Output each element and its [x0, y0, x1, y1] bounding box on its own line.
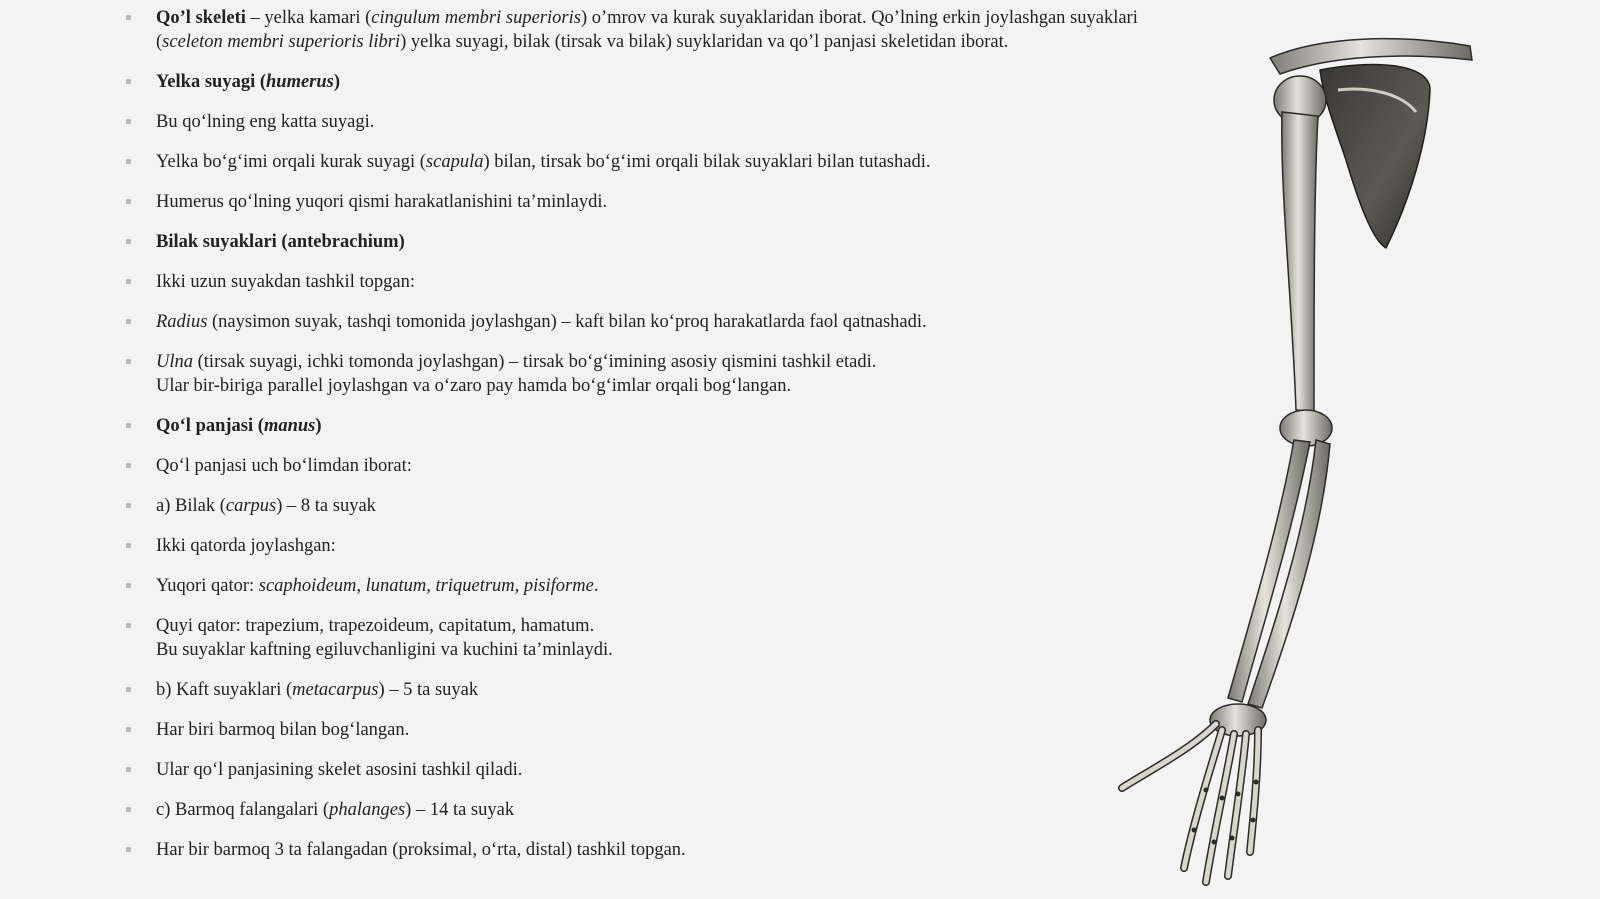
text-run: Bu suyaklar kaftning egiluvchanligini va kuchini ta’minlaydi. [156, 640, 613, 660]
bullet-item [126, 454, 1226, 478]
text-run: Bilak suyaklari (antebrachium) [156, 232, 405, 252]
text-run: (naysimon suyak, tashqi tomonida joylashgan) – kaft bilan ko‘proq harakatlarda faol qatnashadi. [207, 312, 927, 332]
text-run: ) bilan, tirsak bo‘g‘imi orqali bilak suyaklari bilan tutashadi. [483, 152, 931, 172]
text-run: ( [156, 32, 163, 52]
bullet-line [156, 638, 1226, 662]
text-run: cingulum membri superioris [371, 8, 581, 28]
text-run: Yelka suyagi ( [156, 72, 266, 92]
bullet-line [156, 110, 1226, 134]
text-run: Har biri barmoq bilan bog‘langan. [156, 720, 410, 740]
bullet-line [156, 230, 1226, 254]
bullet-line [156, 758, 1226, 782]
bullet-line [156, 614, 1226, 638]
text-run: sceleton membri superioris libri [162, 32, 401, 52]
bullet-line [156, 374, 1226, 398]
bullet-item [126, 614, 1226, 662]
text-run: c) Barmoq falangalari ( [156, 800, 330, 820]
text-run: Radius [156, 312, 208, 332]
bullet-item [126, 414, 1226, 438]
text-run: ) yelka suyagi, bilak (tirsak va bilak) suyklaridan va qo’l panjasi skeletidan iborat. [400, 32, 1009, 52]
text-run: Bu qo‘lning eng katta suyagi. [156, 112, 375, 132]
bullet-line [156, 678, 1226, 702]
bullet-line [156, 798, 1226, 822]
bullet-item [126, 678, 1226, 702]
text-run: ) – 14 ta suyak [405, 800, 515, 820]
text-run: ) – 8 ta suyak [276, 496, 376, 516]
bullet-item [126, 758, 1226, 782]
bullet-line [156, 270, 1226, 294]
text-run: Qo‘l panjasi uch bo‘limdan iborat: [156, 456, 412, 476]
text-run: scapula [425, 152, 484, 172]
bullet-item [126, 838, 1226, 862]
bullet-item [126, 350, 1226, 398]
bullet-item [126, 718, 1226, 742]
text-run: manus [263, 416, 316, 436]
text-run: Quyi qator: trapezium, trapezoideum, capitatum, hamatum. [156, 616, 595, 636]
bullet-item [126, 494, 1226, 518]
bullet-line [156, 838, 1226, 862]
bullet-line [156, 534, 1226, 558]
text-run: Humerus qo‘lning yuqori qismi harakatlanishini ta’minlaydi. [156, 192, 608, 212]
bullet-item [126, 6, 1226, 54]
bullet-line [156, 6, 1226, 30]
bullet-line [156, 350, 1226, 374]
bullet-item [126, 798, 1226, 822]
bullet-line [156, 574, 1226, 598]
bullet-item [126, 110, 1226, 134]
bullet-line [156, 454, 1226, 478]
bullet-item [126, 270, 1226, 294]
bullet-item [126, 310, 1226, 334]
bullet-line [156, 310, 1226, 334]
text-run: Ular bir-biriga parallel joylashgan va o‘zaro pay hamda bo‘g‘imlar orqali bog‘langan. [156, 376, 792, 396]
text-run: ) – 5 ta suyak [378, 680, 479, 700]
text-run: – yelka kamari ( [245, 8, 372, 28]
text-run: Ikki uzun suyakdan tashkil topgan: [156, 272, 415, 292]
bullet-line [156, 150, 1226, 174]
bullet-line [156, 30, 1226, 54]
text-run: Ular qo‘l panjasining skelet asosini tashkil qiladi. [156, 760, 523, 780]
arm-skeleton-illustration [1110, 30, 1510, 899]
bullet-item [126, 70, 1226, 94]
text-run: . [593, 576, 599, 596]
text-run: scaphoideum, lunatum, triquetrum, pisiforme [258, 576, 594, 596]
text-run: Qo’l skeleti [156, 8, 246, 28]
text-run: Ulna [156, 352, 193, 372]
text-run: humerus [266, 72, 334, 92]
text-run: Yuqori qator: [156, 576, 259, 596]
text-run: carpus [225, 496, 277, 516]
text-run: Ikki qatorda joylashgan: [156, 536, 336, 556]
text-run: ) [315, 416, 322, 436]
text-run: metacarpus [292, 680, 379, 700]
slide-content [126, 6, 1226, 878]
text-run: Qo‘l panjasi ( [156, 416, 264, 436]
text-run: ) [333, 72, 341, 92]
bullet-line [156, 494, 1226, 518]
bullet-list [126, 6, 1226, 862]
text-run: (tirsak suyagi, ichki tomonda joylashgan) – tirsak bo‘g‘imining asosiy qismini tashkil etadi. [193, 352, 877, 372]
bullet-item [126, 230, 1226, 254]
bullet-line [156, 718, 1226, 742]
text-run: a) Bilak ( [156, 496, 226, 516]
bullet-item [126, 190, 1226, 214]
text-run: ) o’mrov va kurak suyaklaridan iborat. Qo’lning erkin joylashgan suyaklari [580, 8, 1138, 28]
text-run: phalanges [329, 800, 406, 820]
text-run: Har bir barmoq 3 ta falangadan (proksimal, o‘rta, distal) tashkil topgan. [156, 840, 686, 860]
bullet-line [156, 70, 1226, 94]
bullet-line [156, 190, 1226, 214]
bullet-item [126, 574, 1226, 598]
text-run: b) Kaft suyaklari ( [156, 680, 293, 700]
bullet-line [156, 414, 1226, 438]
bullet-item [126, 534, 1226, 558]
bullet-item [126, 150, 1226, 174]
text-run: Yelka bo‘g‘imi orqali kurak suyagi ( [156, 152, 426, 172]
